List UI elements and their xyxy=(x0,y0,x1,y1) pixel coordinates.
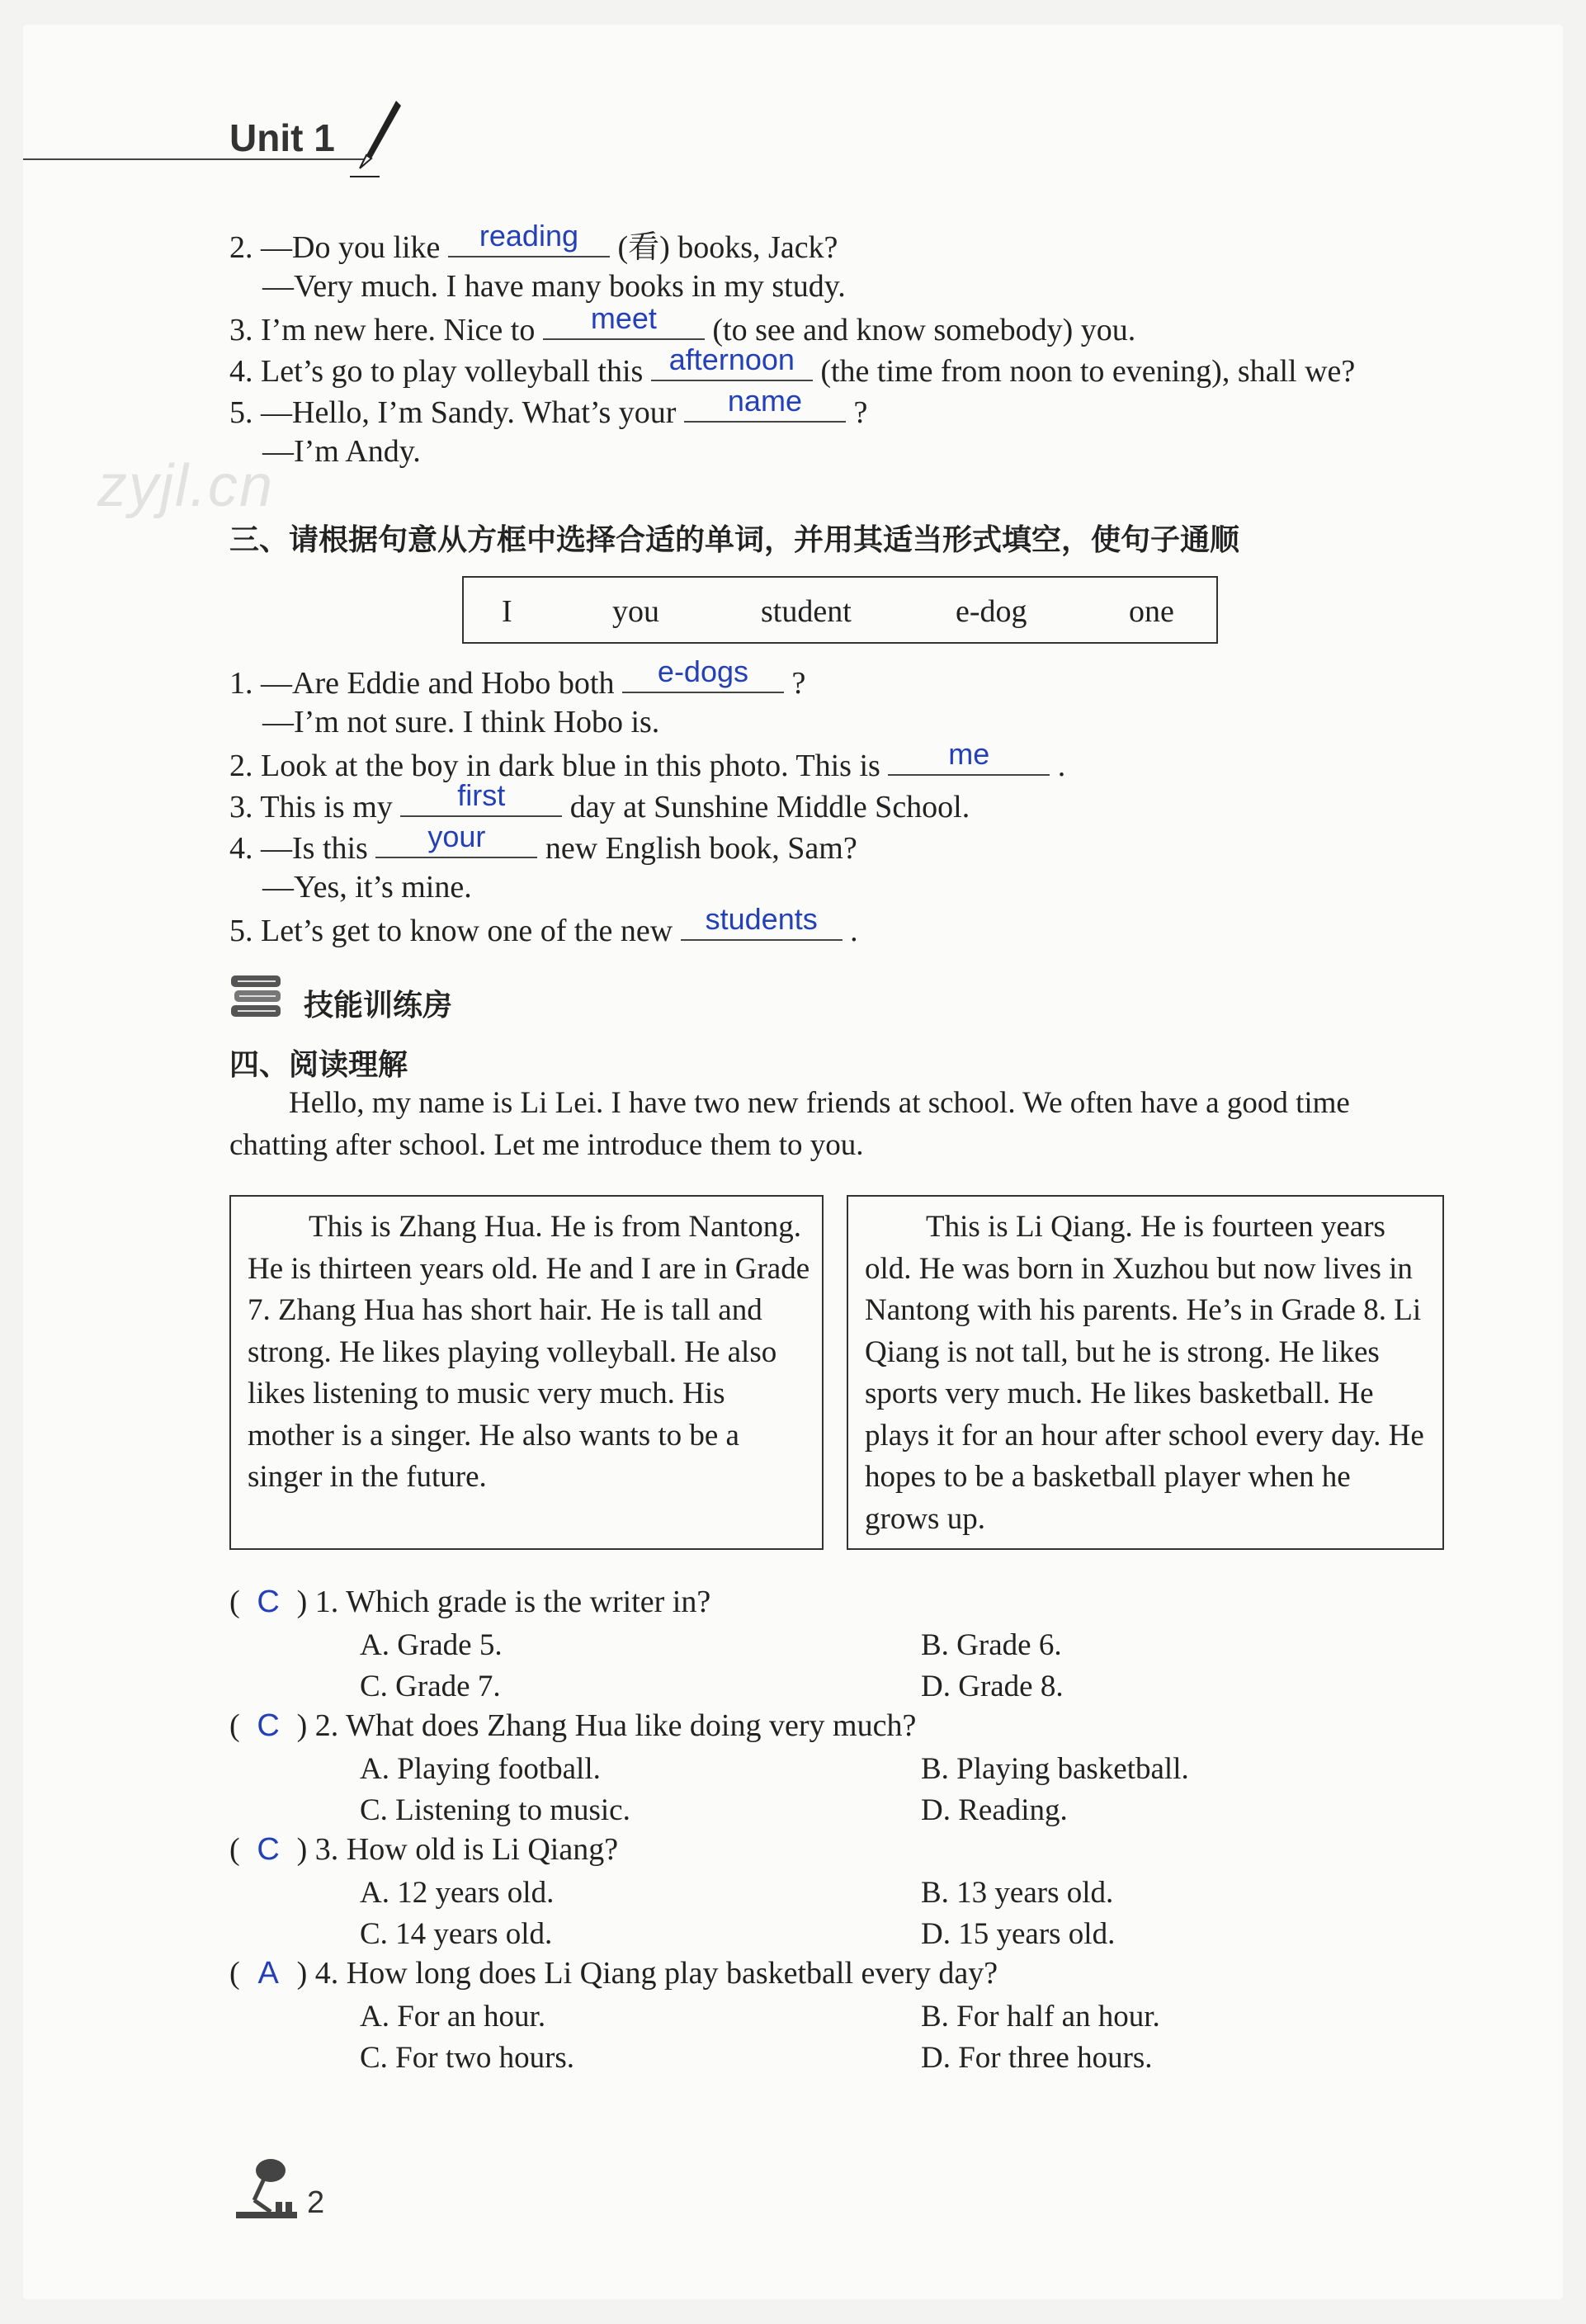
s2-q4: 4. Let’s go to play volleyball this afternoon (the time from noon to evening), shall we? xyxy=(229,342,1356,389)
mc-q3-answer[interactable]: C xyxy=(257,1832,280,1867)
word-box-item: I xyxy=(502,594,512,629)
s3-q4-answer: your xyxy=(427,820,486,853)
mc-q1-stem-row: ( C ) 1. Which grade is the writer in? xyxy=(229,1585,711,1619)
s3-q5: 5. Let’s get to know one of the new students . xyxy=(229,902,858,948)
mc-q2-option-b[interactable]: B. Playing basketball. xyxy=(921,1752,1189,1786)
mc-q4-option-a[interactable]: A. For an hour. xyxy=(360,2000,546,2034)
watermark: zyjl.cn xyxy=(97,453,275,519)
s3-q3: 3. This is my first day at Sunshine Middle School. xyxy=(229,778,970,824)
s2-q5-answer: name xyxy=(727,384,802,418)
s3-q2-answer: me xyxy=(948,737,990,771)
s2-q3-blank[interactable] xyxy=(543,301,705,340)
word-box-item: you xyxy=(612,594,659,629)
mc-q4-stem-row: ( A ) 4. How long does Li Qiang play basketball every day? xyxy=(229,1956,998,1991)
mc-q1-option-d[interactable]: D. Grade 8. xyxy=(921,1670,1064,1703)
s3-q1-answer: e-dogs xyxy=(657,654,748,688)
word-box-item: student xyxy=(761,594,852,629)
s3-q4-blank[interactable] xyxy=(375,820,537,858)
mc-q3-option-a[interactable]: A. 12 years old. xyxy=(360,1876,555,1910)
mc-q3-stem-row: ( C ) 3. How old is Li Qiang? xyxy=(229,1832,619,1867)
s3-q4-reply: —Yes, it’s mine. xyxy=(262,870,472,905)
mc-q2-stem-row: ( C ) 2. What does Zhang Hua like doing very much? xyxy=(229,1708,917,1743)
mc-q1-option-c[interactable]: C. Grade 7. xyxy=(360,1670,501,1703)
mc-q3-option-d[interactable]: D. 15 years old. xyxy=(921,1917,1116,1951)
s3-q3-blank[interactable] xyxy=(400,778,562,817)
mc-q3-stem: ) 3. How old is Li Qiang? xyxy=(296,1832,619,1867)
mc-q2-option-a[interactable]: A. Playing football. xyxy=(360,1752,601,1786)
desk-lamp-icon xyxy=(229,2154,304,2220)
page-number: 2 xyxy=(307,2185,325,2220)
passage-right-box xyxy=(847,1195,1444,1550)
s3-q2-blank[interactable] xyxy=(888,737,1050,776)
s3-q2: 2. Look at the boy in dark blue in this photo. This is me . xyxy=(229,737,1066,783)
s2-q5: 5. —Hello, I’m Sandy. What’s your name ? xyxy=(229,384,868,430)
s2-q4-answer: afternoon xyxy=(668,342,795,376)
s2-q2-blank[interactable] xyxy=(448,219,610,257)
s2-q2-reply: —Very much. I have many books in my study. xyxy=(262,269,846,304)
s3-q3-answer: first xyxy=(457,778,506,812)
mc-q4-answer[interactable]: A xyxy=(257,1956,279,1991)
mc-q4-stem: ) 4. How long does Li Qiang play basketball every day? xyxy=(296,1956,998,1991)
passage-left-box xyxy=(229,1195,824,1550)
passage-left: This is Zhang Hua. He is from Nantong. He is thirteen years old. He and I are in Grade 7. Zhang Hua has short hair. He is tall and strong. He likes playing volleyball. He also likes listening to music very much. His mother is a singer. He also wants to be a singer in the future. xyxy=(248,1210,810,1494)
s3-q1-blank[interactable] xyxy=(622,654,784,693)
s2-q2: 2. —Do you like reading (看) books, Jack? xyxy=(229,219,838,265)
s2-q3: 3. I’m new here. Nice to meet (to see and know somebody) you. xyxy=(229,301,1136,347)
s3-q4: 4. —Is this your new English book, Sam? xyxy=(229,820,857,866)
mc-q4-option-d[interactable]: D. For three hours. xyxy=(921,2041,1153,2075)
s2-q2-answer: reading xyxy=(479,219,578,253)
mc-q2-stem: ) 2. What does Zhang Hua like doing very much? xyxy=(296,1708,917,1743)
section3-title: 三、请根据句意从方框中选择合适的单词，并用其适当形式填空，使句子通顺 xyxy=(229,523,1240,557)
s2-q4-blank[interactable] xyxy=(651,342,813,381)
s2-q3-answer: meet xyxy=(590,301,657,335)
mc-q4-option-c[interactable]: C. For two hours. xyxy=(360,2041,575,2075)
s3-q1-reply: —I’m not sure. I think Hobo is. xyxy=(262,705,660,739)
unit-title: Unit 1 xyxy=(229,116,335,159)
mc-q3-option-c[interactable]: C. 14 years old. xyxy=(360,1917,553,1951)
mc-q1-stem: ) 1. Which grade is the writer in? xyxy=(296,1585,711,1619)
s2-q5-blank[interactable] xyxy=(684,384,846,423)
reading-intro: Hello, my name is Li Lei. I have two new friends at school. We often have a good time chatting after school. Let me introduce them to you. xyxy=(229,1086,1350,1162)
mc-q2-option-d[interactable]: D. Reading. xyxy=(921,1793,1068,1827)
s3-q5-blank[interactable] xyxy=(681,902,843,941)
mc-q3-option-b[interactable]: B. 13 years old. xyxy=(921,1876,1114,1910)
skills-title: 技能训练房 xyxy=(304,989,453,1023)
s2-q5-reply: —I’m Andy. xyxy=(262,434,421,469)
books-icon xyxy=(229,974,284,1020)
mc-q1-option-a[interactable]: A. Grade 5. xyxy=(360,1628,503,1662)
word-box xyxy=(462,576,1218,644)
s3-q1: 1. —Are Eddie and Hobo both e-dogs ? xyxy=(229,654,806,701)
mc-q4-option-b[interactable]: B. For half an hour. xyxy=(921,2000,1160,2034)
mc-q1-answer[interactable]: C xyxy=(257,1585,280,1619)
word-box-item: one xyxy=(1129,594,1174,629)
word-box-item: e-dog xyxy=(956,594,1027,629)
mc-q1-option-b[interactable]: B. Grade 6. xyxy=(921,1628,1062,1662)
s3-q5-answer: students xyxy=(705,902,818,936)
mc-q2-option-c[interactable]: C. Listening to music. xyxy=(360,1793,630,1827)
pen-icon xyxy=(347,97,404,180)
passage-right: This is Li Qiang. He is fourteen years old. He was born in Xuzhou but now lives in Nantong with his parents. He’s in Grade 8. Li Qiang is not tall, but he is strong. He likes sports very much. He likes basketball. He plays it for an hour after school every day. He hopes to be a basketball player when he grows up. xyxy=(865,1210,1424,1536)
section4-title: 四、阅读理解 xyxy=(229,1048,408,1082)
mc-q2-answer[interactable]: C xyxy=(257,1708,280,1743)
